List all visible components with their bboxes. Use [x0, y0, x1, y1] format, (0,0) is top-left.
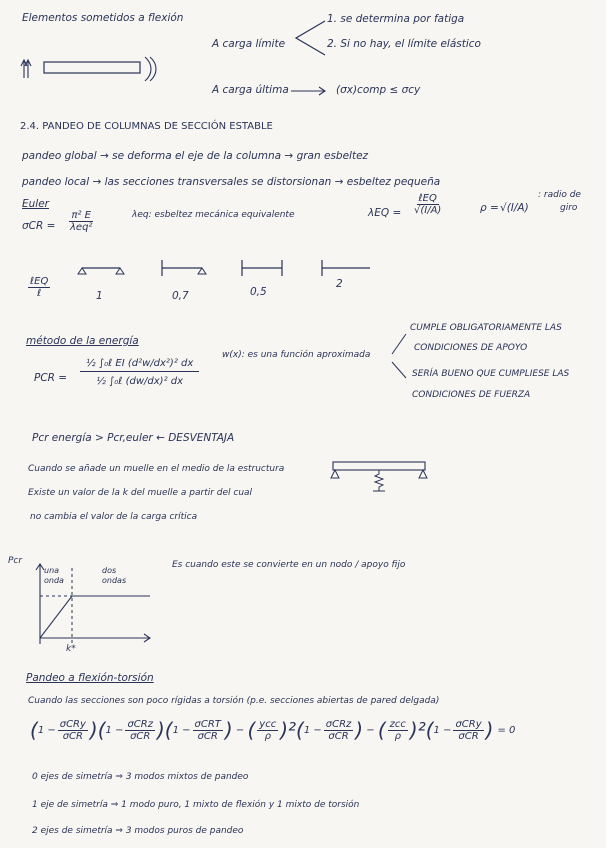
rho-desc-2: giro — [560, 203, 578, 213]
flexotorsion-equation: ( 1 − $\frac{\text{σCRy}}{\text{σCR}}$ )( 1 − $\frac{\text{σCRz}}{\text{σCR}}$ )( 1 − $\frac{\text{σCRT}}{\text{σCR}}$ ) − ( $\frac{\text{ycc}}{\rho}$ )²( 1 − $\frac{\text{σCRz}}{\text{σCR}}$ ) − ( $\frac{\text{zcc}}{\rho}$ )²( 1 − $\frac{\text{σCRy}}{\text{σCR}}$ ) = 0 — [30, 718, 516, 742]
pcr-denominator: ½ ∫₀ℓ (dw/dx)² dx — [96, 376, 184, 387]
pandeo-global: pandeo global → se deforma el eje de la columna → gran esbeltez — [22, 150, 369, 162]
graph-k-label: k* — [66, 644, 76, 654]
option-fatiga: 1. se determina por fatiga — [327, 13, 465, 25]
euler-label: Euler — [22, 198, 49, 210]
rho-sqrt: √(I/A) — [500, 202, 529, 214]
factor-0-5: 0,5 — [250, 286, 267, 298]
euler-fraction — [68, 210, 94, 233]
energia-heading: método de la energía — [26, 335, 139, 347]
leq-over-l-den: ℓ — [37, 288, 42, 299]
arrow-right-icon — [290, 86, 330, 96]
graph-una-onda: una onda — [44, 566, 64, 585]
pcr-fraction — [80, 356, 199, 391]
pcr-k-graph — [20, 560, 160, 650]
brace-symbol — [290, 18, 330, 58]
lambda-eq-label: λEQ = — [368, 207, 402, 219]
factor-0-7: 0,7 — [172, 290, 189, 302]
euler-denominator: λeq² — [70, 222, 93, 233]
graph-pcr-axis: Pcr — [8, 556, 23, 566]
pandeo-local: pandeo local → las secciones transversales se distorsionan → esbeltez pequeña — [22, 176, 441, 188]
desventaja: Pcr energía > Pcr,euler ← DESVENTAJA — [32, 432, 235, 444]
leq-over-l-num: ℓEQ — [30, 276, 49, 287]
beam-flexion-sketch — [18, 52, 163, 88]
cond-apoyo-2: CONDICIONES DE APOYO — [414, 343, 528, 353]
graph-dos-ondas: dos ondas — [102, 566, 127, 585]
lambda-description: λeq: esbeltez mecánica equivalente — [132, 210, 295, 220]
muelle-text-2: Existe un valor de la k del muelle a partir del cual — [28, 488, 253, 498]
lambda-fraction — [412, 193, 443, 216]
sigma-cr-label: σCR = — [22, 220, 56, 232]
factor-2: 2 — [336, 278, 343, 290]
euler-numerator: π² E — [71, 210, 91, 221]
carga-ultima-label: A carga última — [212, 84, 289, 96]
section-heading: 2.4. PANDEO DE COLUMNAS DE SECCIÓN ESTABLE — [20, 121, 273, 132]
bullet-2-ejes: 2 ejes de simetría ⇒ 3 modos puros de pandeo — [32, 826, 244, 836]
carga-ultima-condition: (σx)comp ≤ σcy — [336, 84, 421, 96]
flexotorsion-intro: Cuando las secciones son poco rígidas a torsión (p.e. secciones abiertas de pared delgada) — [28, 696, 440, 706]
bullet-0-ejes: 0 ejes de simetría ⇒ 3 modos mixtos de pandeo — [32, 772, 249, 782]
beam-spring-sketch — [325, 458, 435, 498]
muelle-text-1: Cuando se añade un muelle en el medio de la estructura — [28, 464, 285, 474]
lambda-numerator: ℓEQ — [418, 193, 437, 204]
pcr-numerator: ½ ∫₀ℓ EI (d²w/dx²)² dx — [80, 356, 199, 372]
wx-description: w(x): es una función aproximada — [222, 350, 371, 360]
title-flexion: Elementos sometidos a flexión — [22, 12, 184, 24]
carga-limite-label: A carga límite — [212, 38, 286, 50]
pcr-label: PCR = — [34, 372, 68, 384]
equation-equals-zero: = 0 — [497, 724, 516, 736]
flexotorsion-heading: Pandeo a flexión-torsión — [26, 672, 154, 684]
rho-label: ρ = — [480, 202, 499, 214]
cond-apoyo-1: CUMPLE OBLIGATORIAMENTE LAS — [410, 323, 562, 333]
support-conditions-sketch — [70, 256, 390, 280]
cond-fuerza-2: CONDICIONES DE FUERZA — [412, 390, 531, 400]
muelle-text-3: no cambia el valor de la carga crítica — [30, 512, 198, 522]
factor-1: 1 — [96, 290, 103, 302]
rho-desc-1: : radio de — [538, 190, 581, 200]
nodo-text: Es cuando este se convierte en un nodo / apoyo fijo — [172, 560, 406, 570]
branch-lines — [390, 328, 410, 388]
bullet-1-eje: 1 eje de simetría ⇒ 1 modo puro, 1 mixto de flexión y 1 mixto de torsión — [32, 800, 360, 810]
option-limite-elastico: 2. Si no hay, el límite elástico — [327, 38, 481, 50]
leq-over-l — [28, 276, 50, 299]
cond-fuerza-1: SERÍA BUENO QUE CUMPLIESE LAS — [412, 369, 570, 379]
lambda-denominator: √(I/A) — [414, 205, 442, 216]
